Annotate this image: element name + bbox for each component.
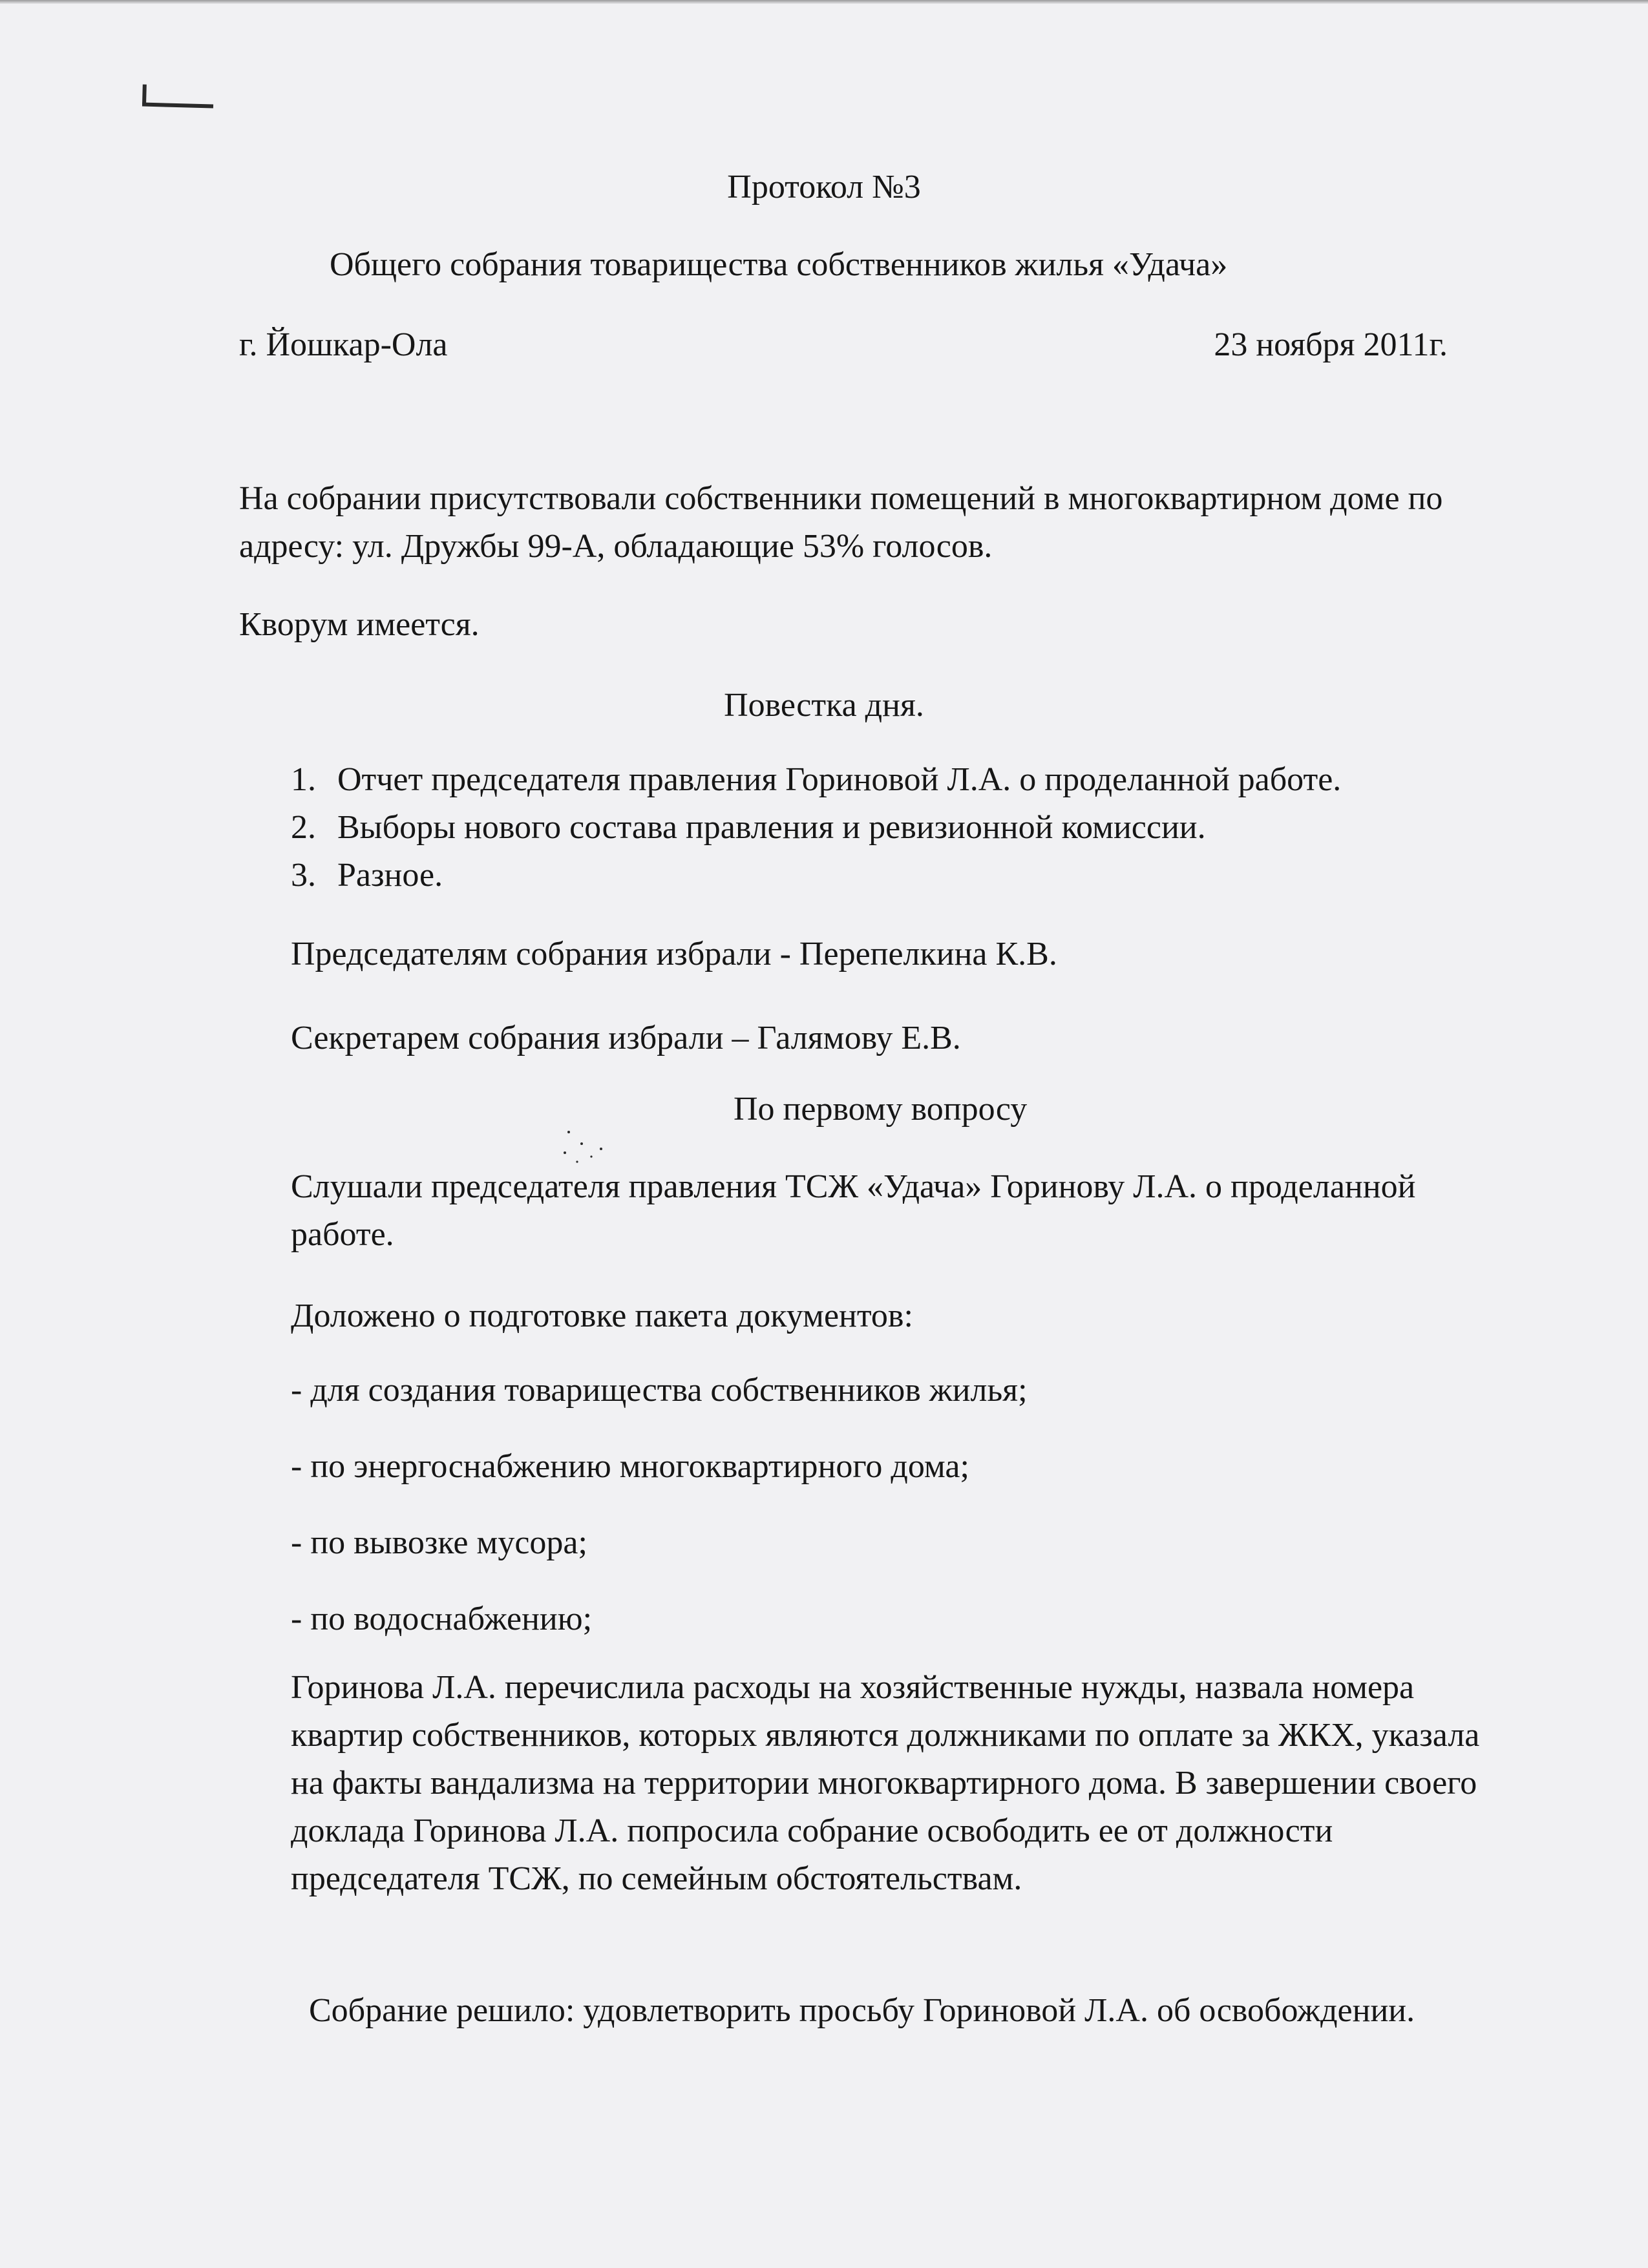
secretary-election: Секретарем собрания избрали – Галямову Е.В. — [291, 1020, 961, 1056]
agenda-item-text: Выборы нового состава правления и ревизионной комиссии. — [337, 809, 1206, 846]
list-item: - по вывозке мусора; — [291, 1524, 587, 1561]
document-title: Протокол №3 — [727, 169, 921, 205]
heard-paragraph: Слушали председателя правления ТСЖ «Удача» Горинову Л.А. о проделанной работе. — [291, 1168, 1416, 1253]
document-date: 23 ноября 2011г. — [1214, 326, 1448, 363]
decision-paragraph — [291, 1987, 1454, 2035]
list-item: - по водоснабжению; — [291, 1601, 593, 1637]
reported-paragraph: Доложено о подготовке пакета документов: — [291, 1297, 913, 1334]
agenda-item-number: 1. — [291, 761, 316, 798]
agenda-title: Повестка дня. — [724, 687, 924, 724]
document-subtitle: Общего собрания товарищества собственников жилья «Удача» — [330, 246, 1228, 283]
agenda-item — [291, 852, 1341, 899]
quorum-statement: Кворум имеется. — [239, 606, 480, 643]
agenda-item-text: Разное. — [337, 857, 443, 894]
agenda-item — [291, 804, 1341, 852]
report-paragraph: Горинова Л.А. перечислила расходы на хозяйственные нужды, назвала номера квартир собственников, которых являются должниками по оплате за ЖКХ, указала на факты вандализма на территории многоквартирного дома. В завершении своего доклада Горинова Л.А. попросила собрание освободить ее от должности председателя ТСЖ, по семейным обстоятельствам. — [291, 1669, 1480, 1897]
scan-top-edge — [0, 0, 1648, 4]
agenda-item-number: 2. — [291, 809, 316, 846]
agenda-item — [291, 756, 1341, 804]
agenda-item-text: Отчет председателя правления Гориновой Л.А. о проделанной работе. — [337, 761, 1342, 798]
attendance-paragraph: На собрании присутствовали собственники помещений в многоквартирном доме по адресу: ул. Дружбы 99-А, обладающие 53% голосов. — [239, 480, 1443, 565]
first-question-heading: По первому вопросу — [734, 1091, 1028, 1128]
decision-text: Собрание решило: удовлетворить просьбу Гориновой Л.А. об освобождении. — [309, 1992, 1415, 2029]
city-label: г. Йошкар-Ола — [239, 326, 448, 363]
agenda-list — [291, 756, 1341, 899]
chair-election: Председателям собрания избрали - Перепелкина К.В. — [291, 936, 1057, 972]
list-item: - по энергоснабжению многоквартирного дома; — [291, 1448, 969, 1485]
list-item: - для создания товарищества собственников жилья; — [291, 1372, 1028, 1409]
document-package-list — [291, 1367, 1028, 1672]
agenda-item-number: 3. — [291, 857, 316, 894]
corner-mark — [142, 103, 213, 109]
